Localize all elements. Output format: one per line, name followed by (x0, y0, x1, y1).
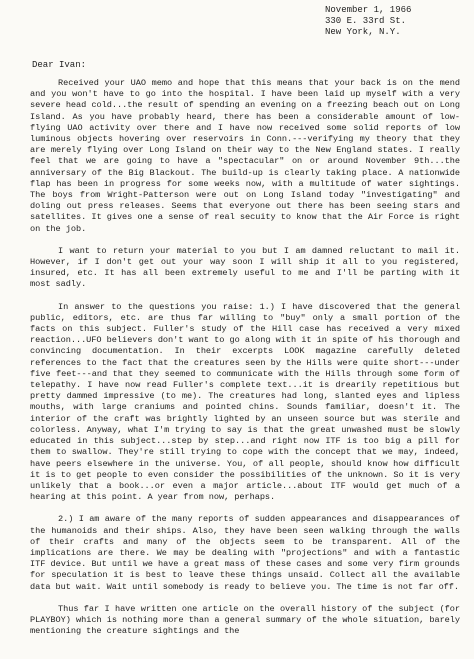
paragraph-return-material: I want to return your material to you but I am damned reluctant to mail it. However, if I don't get out your way soon I will ship it all to you registered, insured, etc. It has all been extremely useful to me and I'll be parting with it most sadly. (30, 245, 460, 290)
letter-body (30, 78, 460, 637)
paragraph-answer-2: 2.) I am aware of the many reports of sudden appearances and disappearances of the humanoids and their ships. Also, they have been seen walking through the walls of their crafts and many of the objects seem to be transparent. All of the implications are there. We may be dealing with "projections" and with a fantastic ITF device. But until we have a great mass of these cases and some very firm grounds for speculation it is best to leave these things unsaid. Collect all the available data but wait. Wait until somebody is ready to believe you. The time is not far off. (30, 514, 460, 592)
paragraph-uao-memo: Received your UAO memo and hope that this means that your back is on the mend and you won't have to go into the hospital. I have been laid up myself with a very severe head cold...the result of spending an evening on a freezing beach out on Long Island. As you have probably heard, there has been a considerable amount of low-flying UAO activity over there and I have now received some solid reports of low luminous objects hovering over reservoirs in Conn.---verifying my theory that they are merely flying over Long Island on their way to the New England states. I really feel that we are going to have a "spectacular" on or around November 9th...the anniversary of the Big Blackout. The build-up is clearly taking place. A nationwide flap has been in progress for some weeks now, with a multitude of water sightings. The boys from Wright-Patterson were out on Long Island today "investigating" and doling out press releases. Seems that everyone out there has been seeing stars and satellites. It gives one a sense of real secuity to know that the Air Force is right on the job. (30, 78, 460, 234)
sender-address-city: New York, N.Y. (325, 27, 401, 37)
letter-header (325, 5, 465, 38)
paragraph-article: Thus far I have written one article on the overall history of the subject (for PLAYBOY) which is nothing more than a general summary of the whole situation, barely mentioning the creature sightings and the (30, 603, 460, 637)
letter-date: November 1, 1966 (325, 5, 412, 15)
salutation: Dear Ivan: (32, 60, 87, 70)
paragraph-answer-1: In answer to the questions you raise: 1.) I have discovered that the general public, editors, etc. are thus far willing to "buy" only a small portion of the facts on this subject. Fuller's study of the Hill case has received a very mixed reaction...UFO believers don't want to go along with it in spite of his thorough and convincing documentation. In their excerpts LOOK magazine carefully deleted references to the fact that the creatures seen by the Hills were quite short---under five feet---and that they seemed to communicate with the Hills through some form of telepathy. I have now read Fuller's complete text...it is drearily repetitious but pretty dammed impressive (to me). The creatures had long, slanted eyes and lipless mouths, with large craniums and pointed chins. Sounds familiar, doesn't it. The interior of the craft was brightly lighted by an unseen source but was sterile and colorless. Anyway, what I'm trying to say is that the great unwashed must be slowly educated in this subject...step by step...and right now ITF is too big a pill for them to swallow. They're still trying to cope with the concept that we may, indeed, have peers elsewhere in the universe. You, of all people, should know how difficult it is to get people to even consider the possibilities of the unknown. So it is very unlikely that a book...or even a major article...about ITF would get much of a hearing at this point. A year from now, perhaps. (30, 301, 460, 503)
sender-address-street: 330 E. 33rd St. (325, 16, 407, 26)
